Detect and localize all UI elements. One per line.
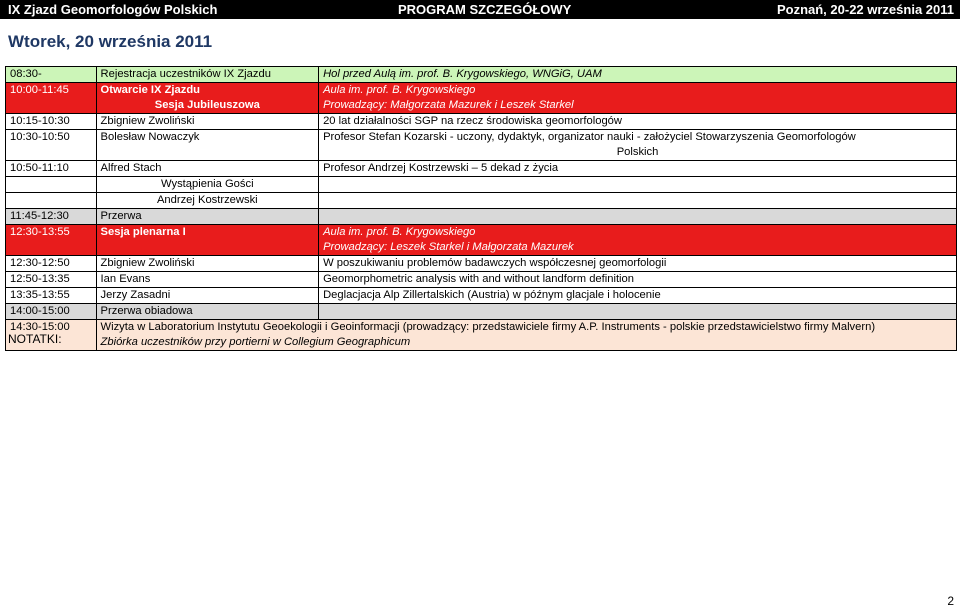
page-number: 2	[947, 594, 954, 608]
table-row	[6, 67, 957, 83]
table-row	[6, 161, 957, 177]
table-row	[6, 225, 957, 256]
session-place: Aula im. prof. B. Krygowskiego	[323, 84, 476, 96]
table-row	[6, 304, 957, 320]
speaker-cell: Zbigniew Zwoliński	[96, 114, 319, 130]
time-cell: 10:50-11:10	[6, 161, 97, 177]
time-cell: 14:00-15:00	[6, 304, 97, 320]
time-cell: 08:30-	[6, 67, 97, 83]
topic-line-1: Profesor Stefan Kozarski - uczony, dydaktyk, organizator nauki - założyciel Stowarzyszenia Geomorfologów	[323, 131, 856, 143]
topic-cell: Profesor Andrzej Kostrzewski – 5 dekad z życia	[319, 161, 957, 177]
speaker-cell: Rejestracja uczestników IX Zjazdu	[96, 67, 319, 83]
speaker-cell: Bolesław Nowaczyk	[96, 130, 319, 161]
table-row	[6, 209, 957, 225]
time-cell: 12:30-13:55	[6, 225, 97, 256]
topic-cell	[319, 193, 957, 209]
schedule-table	[5, 66, 957, 351]
time-cell: 11:45-12:30	[6, 209, 97, 225]
notes-label: NOTATKI:	[8, 332, 62, 346]
time-cell: 10:00-11:45	[6, 83, 97, 114]
topic-cell	[319, 304, 957, 320]
visit-meeting-point: Zbiórka uczestników przy portierni w Collegium Geographicum	[100, 336, 411, 348]
session-place-cell	[319, 83, 957, 114]
topic-cell	[319, 130, 957, 161]
visit-description: Wizyta w Laboratorium Instytutu Geoekologii i Geoinformacji (prowadzący: przedstawiciele firmy A.P. Instruments - polskie przedstawicielstwo firmy Malvern)	[100, 321, 876, 333]
table-row	[6, 193, 957, 209]
speaker-cell: Zbigniew Zwoliński	[96, 256, 319, 272]
topic-line-2: Polskich	[616, 146, 659, 158]
topic-cell	[319, 177, 957, 193]
time-cell: 12:30-12:50	[6, 256, 97, 272]
header-banner	[0, 0, 960, 19]
speaker-cell: Ian Evans	[96, 272, 319, 288]
table-row	[6, 177, 957, 193]
break-cell: Przerwa	[96, 209, 319, 225]
table-row	[6, 272, 957, 288]
topic-cell: Geomorphometric analysis with and without landform definition	[319, 272, 957, 288]
visit-cell	[96, 320, 956, 351]
topic-cell: W poszukiwaniu problemów badawczych współczesnej geomorfologii	[319, 256, 957, 272]
topic-cell: 20 lat działalności SGP na rzecz środowiska geomorfologów	[319, 114, 957, 130]
topic-cell: Deglacjacja Alp Zillertalskich (Austria) w późnym glacjale i holocenie	[319, 288, 957, 304]
time-cell: 13:35-13:55	[6, 288, 97, 304]
conference-name: IX Zjazd Geomorfologów Polskich	[8, 2, 218, 17]
table-row	[6, 83, 957, 114]
page-title: Wtorek, 20 września 2011	[8, 32, 213, 51]
time-cell: 10:30-10:50	[6, 130, 97, 161]
speaker-cell: Jerzy Zasadni	[96, 288, 319, 304]
session-place: Aula im. prof. B. Krygowskiego	[323, 226, 476, 238]
table-row	[6, 320, 957, 351]
table-row	[6, 288, 957, 304]
time-cell	[6, 193, 97, 209]
time-cell: 12:50-13:35	[6, 272, 97, 288]
session-chairs: Prowadzący: Małgorzata Mazurek i Leszek Starkel	[323, 99, 574, 111]
break-cell: Przerwa obiadowa	[96, 304, 319, 320]
session-opening: Otwarcie IX Zjazdu	[100, 84, 201, 96]
program-label: PROGRAM SZCZEGÓŁOWY	[398, 2, 572, 17]
event-place-date: Poznań, 20-22 września 2011	[776, 2, 954, 17]
time-cell: 14:30-15:00	[6, 320, 97, 351]
time-cell: 10:15-10:30	[6, 114, 97, 130]
time-cell	[6, 177, 97, 193]
table-row	[6, 114, 957, 130]
table-row	[6, 130, 957, 161]
session-jubilee: Sesja Jubileuszowa	[154, 99, 260, 111]
speaker-cell: Wystąpienia Gości	[96, 177, 319, 193]
session-chairs: Prowadzący: Leszek Starkel i Małgorzata Mazurek	[323, 241, 574, 253]
topic-cell	[319, 209, 957, 225]
topic-cell: Hol przed Aulą im. prof. B. Krygowskiego, WNGiG, UAM	[319, 67, 957, 83]
speaker-cell: Alfred Stach	[96, 161, 319, 177]
table-row	[6, 256, 957, 272]
session-place-cell	[319, 225, 957, 256]
session-name-cell: Sesja plenarna I	[96, 225, 319, 256]
session-name-cell	[96, 83, 319, 114]
speaker-cell: Andrzej Kostrzewski	[96, 193, 319, 209]
